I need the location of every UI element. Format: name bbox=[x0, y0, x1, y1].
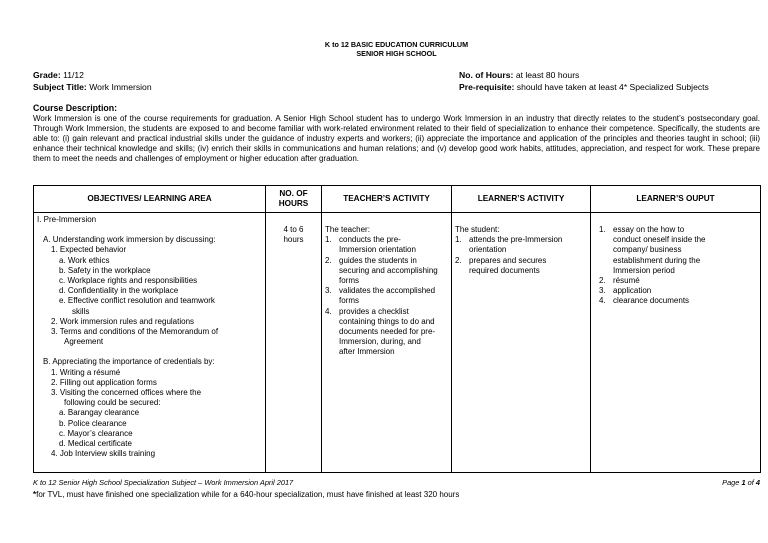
list-item-text: forms bbox=[339, 276, 359, 286]
list-item: 4. Job Interview skills training bbox=[51, 449, 156, 459]
hours-header-line2: HOURS bbox=[278, 199, 309, 208]
learner-output-item bbox=[599, 225, 757, 276]
list-item: c. Workplace rights and responsibilities bbox=[59, 276, 198, 286]
hours-value-line1: 4 to 6 bbox=[283, 225, 304, 234]
list-number: 2. bbox=[325, 255, 332, 265]
page-prefix: Page bbox=[722, 478, 742, 487]
list-item-text: securing and accomplishing bbox=[339, 265, 438, 275]
list-item: 2. Filling out application forms bbox=[51, 377, 157, 387]
course-description-text: Work Immersion is one of the course requirements for graduation. A Senior High School student has to undergo Work Immersion in an industry that directly relates to the student’s postsecondary goal. Through Work Immersion, the students are exposed to and become familiar with work-related environment related to their field of specialization to enhance their competence. Specifically, the students are able to: (i) gain relevant and practical industrial skills under the guidance of industry experts and workers; (ii) appreciate the importance and application of the principles and theories taught in school; (iii) enhance their technical knowledge and skills; (iv) enrich their skills in communications and human relations; and (v) develop good work habits, attitudes, appreciation, and respect for work. These prepare them to meet the needs and challenges of employment or higher education after graduation. bbox=[33, 114, 760, 164]
hours-line bbox=[459, 69, 579, 81]
subject-value: Work Immersion bbox=[89, 82, 152, 92]
list-item-continued: following could be secured: bbox=[64, 398, 161, 408]
list-item-text: containing things to do and bbox=[339, 316, 435, 326]
list-item-continued: skills bbox=[72, 306, 90, 316]
page-total: 4 bbox=[755, 478, 760, 487]
learner-output-header: LEARNER’S OUPUT bbox=[591, 186, 761, 213]
objective-b-title: B. Appreciating the importance of credentials by: bbox=[43, 357, 215, 367]
hours-header-line1: NO. OF bbox=[279, 189, 308, 198]
list-item: b. Safety in the workplace bbox=[59, 265, 151, 275]
list-item-text: Immersion period bbox=[613, 265, 675, 275]
list-item: 1. Writing a résumé bbox=[51, 367, 121, 377]
teacher-activity-item bbox=[325, 307, 448, 358]
list-item: 3. Terms and conditions of the Memorandum of bbox=[51, 327, 219, 337]
teacher-activity-item bbox=[325, 256, 448, 287]
learner-output-cell bbox=[591, 213, 761, 473]
subject-line bbox=[33, 81, 152, 93]
list-item: a. Work ethics bbox=[59, 255, 110, 265]
teacher-activity-header: TEACHER’S ACTIVITY bbox=[322, 186, 452, 213]
list-number: 4. bbox=[325, 306, 332, 316]
page-current: 1 bbox=[741, 478, 746, 487]
table-header-row bbox=[34, 186, 761, 213]
prerequisite-value: should have taken at least 4* Specialized Subjects bbox=[516, 82, 709, 92]
list-item-text: company/ business bbox=[613, 245, 682, 255]
list-item: 2. Work immersion rules and regulations bbox=[51, 316, 195, 326]
list-item-text: conduct oneself inside the bbox=[613, 235, 706, 245]
list-item-text: attends the pre-Immersion bbox=[469, 235, 563, 245]
learner-activity-cell bbox=[452, 213, 591, 473]
list-item: b. Police clearance bbox=[59, 418, 127, 428]
hours-cell bbox=[266, 213, 322, 473]
course-description-title: Course Description: bbox=[33, 103, 118, 113]
footnote-text: for TVL, must have finished one specialization while for a 640-hour specialization, must have finished at least 320 hours bbox=[36, 490, 460, 499]
teacher-activity-item bbox=[325, 235, 448, 255]
list-item-text: conducts the pre- bbox=[339, 235, 401, 245]
list-item-text: application bbox=[613, 286, 652, 296]
list-item: 1. Expected behavior bbox=[51, 245, 127, 255]
hours-label: No. of Hours: bbox=[459, 70, 514, 80]
list-item-text: prepares and secures bbox=[469, 255, 547, 265]
learner-output-item bbox=[599, 276, 757, 286]
list-item-text: documents needed for pre- bbox=[339, 327, 436, 337]
hours-value: at least 80 hours bbox=[515, 70, 580, 80]
list-item-continued: Agreement bbox=[64, 337, 104, 347]
list-item-text: forms bbox=[339, 296, 359, 306]
list-item-text: provides a checklist bbox=[339, 306, 409, 316]
footer-left: K to 12 Senior High School Specialization Subject – Work Immersion April 2017 bbox=[33, 478, 294, 487]
list-item: c. Mayor’s clearance bbox=[59, 428, 133, 438]
footnote-star: * bbox=[33, 490, 37, 499]
list-number: 3. bbox=[599, 286, 606, 296]
list-number: 1. bbox=[325, 235, 332, 245]
grade-value: 11/12 bbox=[63, 70, 84, 80]
learner-activity-header: LEARNER’S ACTIVITY bbox=[452, 186, 591, 213]
list-item: d. Medical certificate bbox=[59, 439, 132, 449]
curriculum-table bbox=[33, 185, 761, 473]
teacher-activity-item bbox=[325, 286, 448, 306]
grade-label: Grade: bbox=[33, 70, 61, 80]
list-item-text: Immersion, during, and bbox=[339, 337, 421, 347]
footnote bbox=[33, 490, 459, 499]
list-item-text: orientation bbox=[469, 245, 507, 255]
objectives-cell bbox=[34, 213, 266, 473]
list-item-text: establishment during the bbox=[613, 255, 701, 265]
subject-label: Subject Title: bbox=[33, 82, 87, 92]
page-of: of bbox=[745, 478, 756, 487]
hours-header bbox=[266, 186, 322, 213]
grade-line bbox=[33, 69, 84, 81]
list-number: 4. bbox=[599, 296, 606, 306]
list-item-text: Immersion orientation bbox=[339, 245, 416, 255]
learner-activity-item bbox=[455, 235, 587, 255]
teacher-activity-cell bbox=[322, 213, 452, 473]
learner-intro: The student: bbox=[455, 225, 500, 234]
prerequisite-label: Pre-requisite: bbox=[459, 82, 515, 92]
list-number: 2. bbox=[455, 255, 462, 265]
objective-a-title: A. Understanding work immersion by discussing: bbox=[43, 235, 216, 245]
hours-value-line2: hours bbox=[283, 235, 304, 245]
list-item: e. Effective conflict resolution and teamwork bbox=[59, 296, 215, 306]
list-item-text: guides the students in bbox=[339, 255, 417, 265]
objectives-header: OBJECTIVES/ LEARNING AREA bbox=[34, 186, 266, 213]
list-item-text: clearance documents bbox=[613, 296, 690, 306]
curriculum-title: K to 12 BASIC EDUCATION CURRICULUM bbox=[324, 40, 469, 49]
list-number: 1. bbox=[599, 225, 606, 234]
list-number: 3. bbox=[325, 286, 332, 296]
curriculum-subtitle: SENIOR HIGH SCHOOL bbox=[356, 49, 437, 58]
section-title: I. Pre-Immersion bbox=[37, 215, 97, 224]
list-item-text: validates the accomplished bbox=[339, 286, 436, 296]
learner-output-item bbox=[599, 286, 757, 296]
learner-activity-item bbox=[455, 256, 587, 276]
list-number: 1. bbox=[455, 235, 462, 245]
page-number bbox=[722, 478, 760, 487]
prerequisite-line bbox=[459, 81, 709, 93]
list-item-text: after Immersion bbox=[339, 347, 395, 357]
table-row bbox=[34, 213, 761, 473]
list-item-text: résumé bbox=[613, 276, 640, 286]
list-item: d. Confidentiality in the workplace bbox=[59, 286, 179, 296]
list-item: 3. Visiting the concerned offices where the bbox=[51, 388, 202, 398]
list-number: 2. bbox=[599, 276, 606, 286]
learner-output-item bbox=[599, 296, 757, 306]
teacher-intro: The teacher: bbox=[325, 225, 370, 234]
list-item-text: essay on the how to bbox=[613, 225, 685, 234]
list-item-text: required documents bbox=[469, 265, 540, 275]
list-item: a. Barangay clearance bbox=[59, 408, 140, 418]
